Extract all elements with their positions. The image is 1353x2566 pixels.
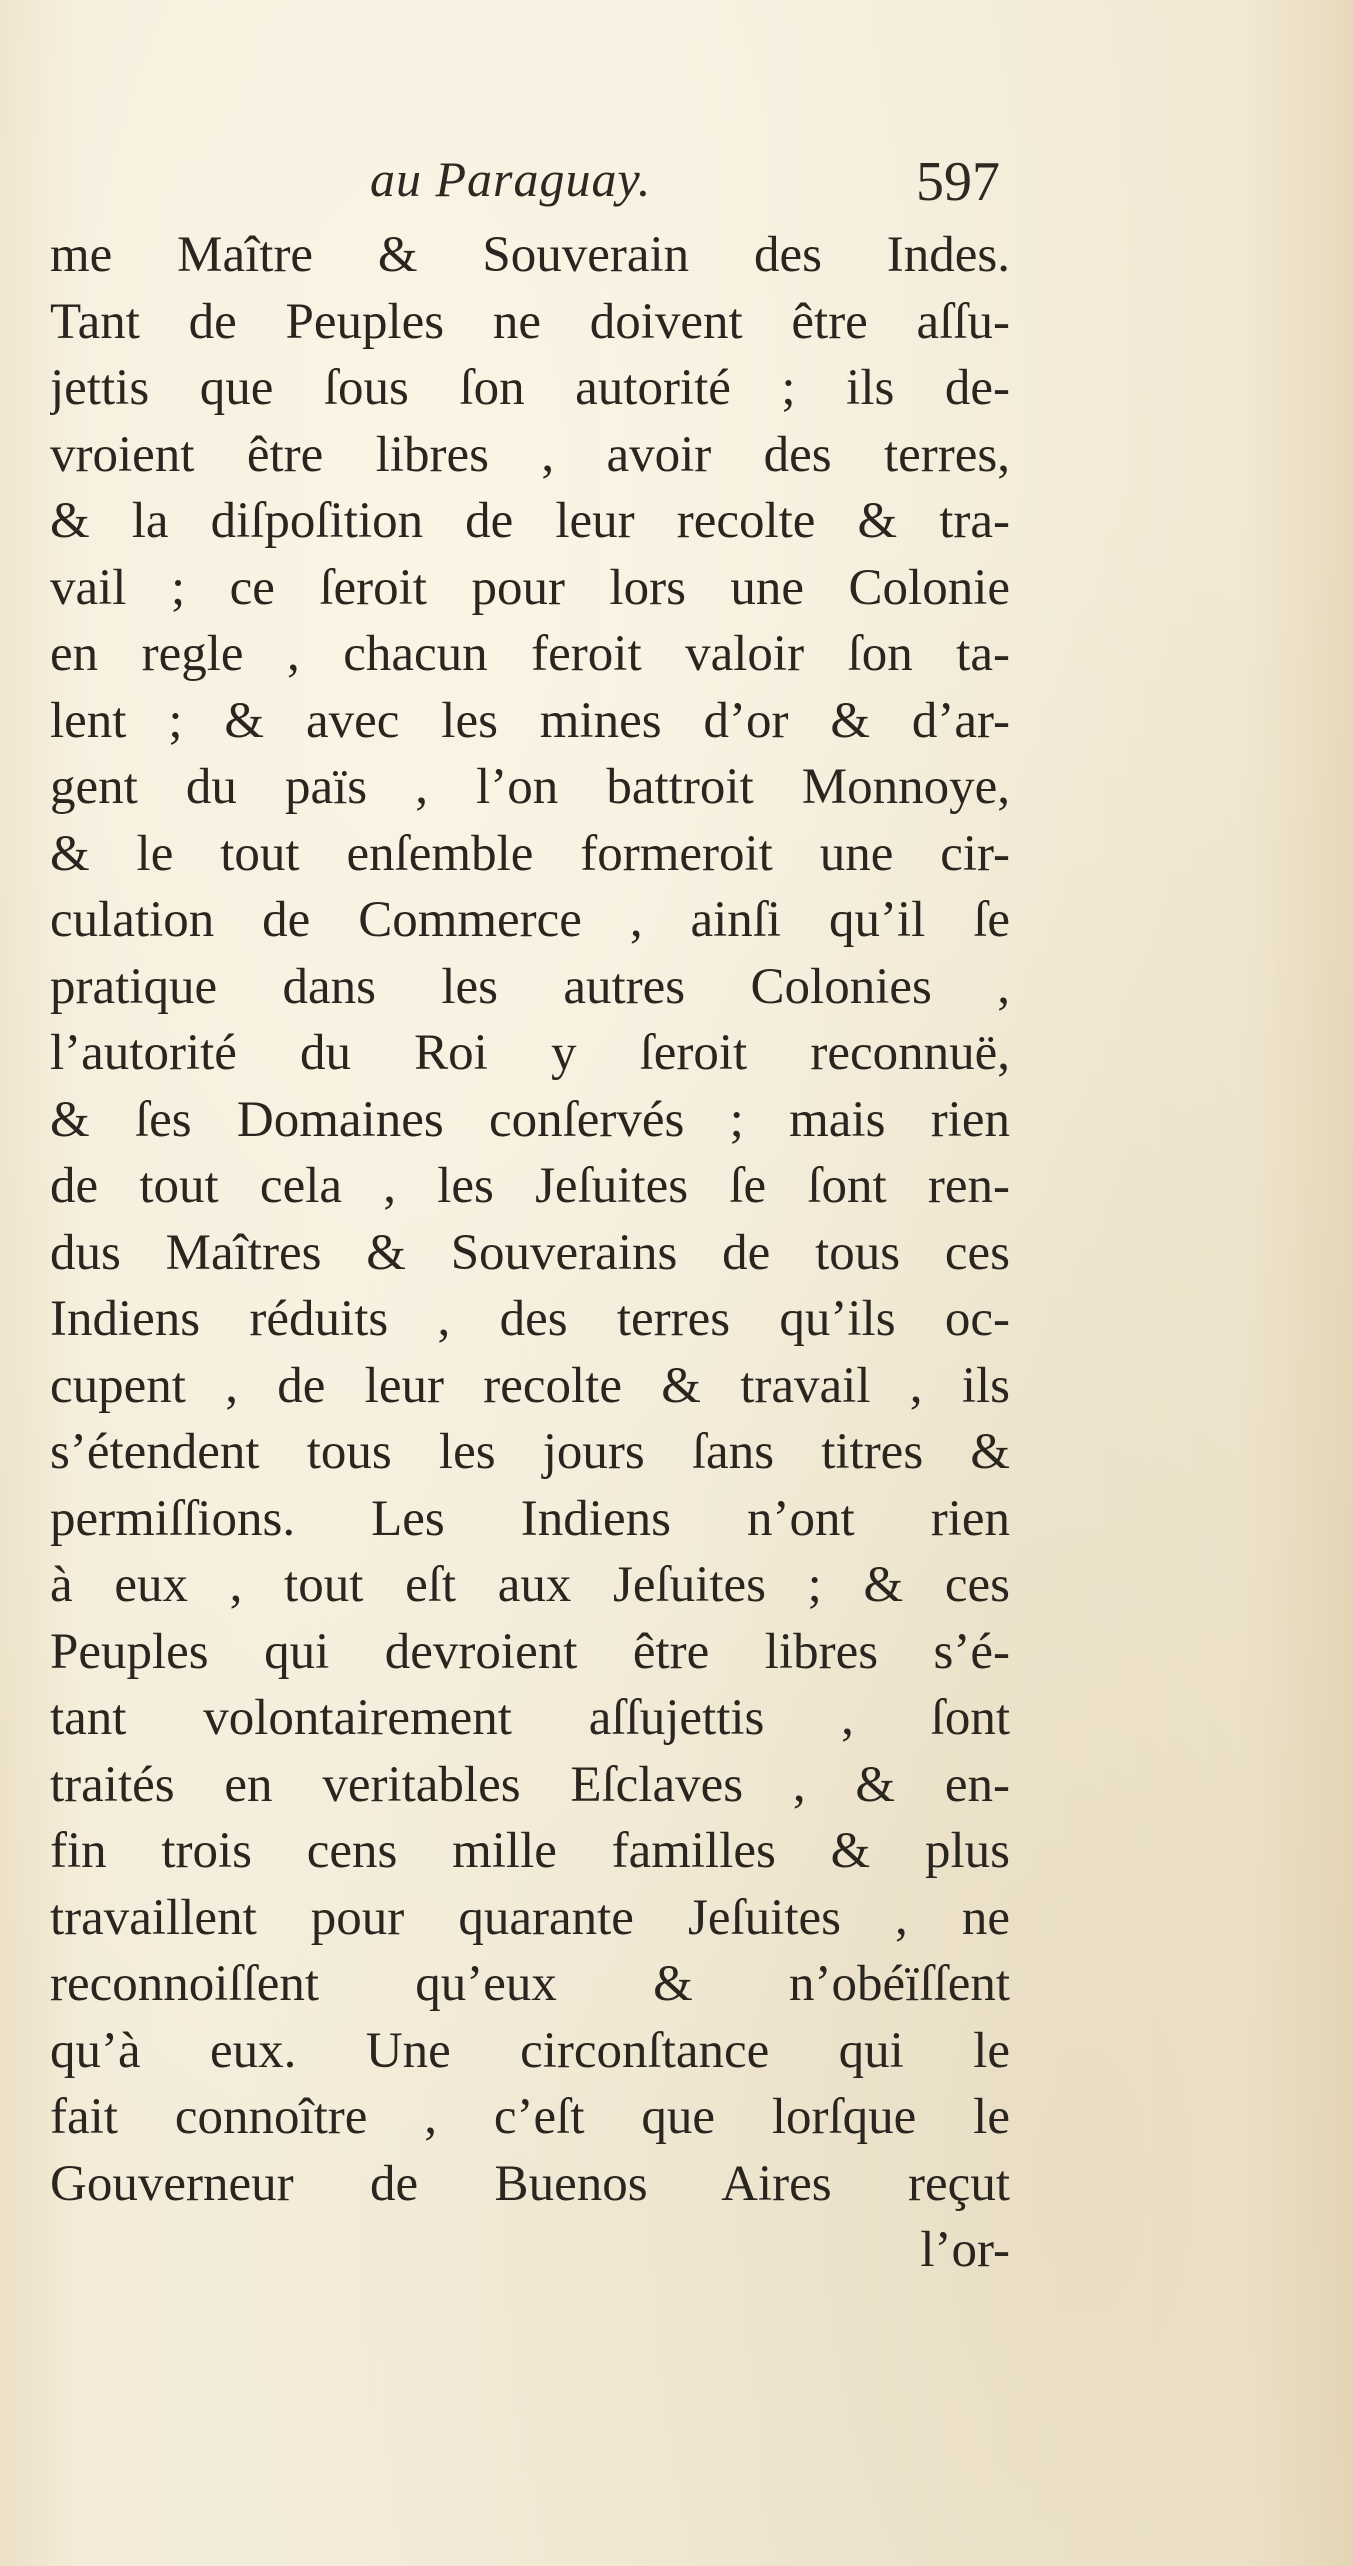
- text-line: pratique dans les autres Colonies ,: [50, 958, 1010, 1015]
- text-line: & la diſpoſition de leur recolte & tra-: [50, 493, 1010, 549]
- text-line: cupent , de leur recolte & travail , ils: [50, 1357, 1010, 1414]
- text-line: de tout cela , les Jeſuites ſe ſont ren-: [50, 1158, 1010, 1214]
- running-title: au Paraguay.: [370, 151, 652, 207]
- body-text: [50, 222, 1010, 2284]
- text-line: culation de Commerce , ainſi qu’il ſe: [50, 892, 1010, 948]
- text-line: l’autorité du Roi y ſeroit reconnuë,: [50, 1025, 1010, 1081]
- text-line: me Maître & Souverain des Indes.: [50, 227, 1010, 283]
- text-line: Peuples qui devroient être libres s’é-: [50, 1623, 1010, 1680]
- text-line: travaillent pour quarante Jeſuites , ne: [50, 1889, 1010, 1946]
- text-line: s’étendent tous les jours ſans titres &: [50, 1424, 1010, 1480]
- text-line: jettis que ſous ſon autorité ; ils de-: [50, 360, 1010, 416]
- text-line: & ſes Domaines conſervés ; mais rien: [50, 1091, 1010, 1148]
- text-line: Indiens réduits , des terres qu’ils oc-: [50, 1291, 1010, 1347]
- text-line: en regle , chacun feroit valoir ſon ta-: [50, 626, 1010, 682]
- text-line: tant volontairement aſſujettis , ſont: [50, 1690, 1010, 1746]
- text-line: Gouverneur de Buenos Aires reçut: [50, 2155, 1010, 2212]
- text-line: à eux , tout eſt aux Jeſuites ; & ces: [50, 1557, 1010, 1613]
- text-line: fait connoître , c’eſt que lorſque le: [50, 2089, 1010, 2145]
- page-number: 597: [916, 151, 1000, 213]
- text-line: fin trois cens mille familles & plus: [50, 1823, 1010, 1879]
- text-line: traités en veritables Eſclaves , & en-: [50, 1756, 1010, 1813]
- text-line: qu’à eux. Une circonſtance qui le: [50, 2022, 1010, 2079]
- catchword: l’or-: [920, 2222, 1010, 2278]
- text-line: vroient être libres , avoir des terres,: [50, 426, 1010, 483]
- text-line: reconnoiſſent qu’eux & n’obéïſſent: [50, 1956, 1010, 2012]
- text-line: & le tout enſemble formeroit une cir-: [50, 825, 1010, 882]
- text-line: Tant de Peuples ne doivent être aſſu-: [50, 293, 1010, 350]
- text-line: vail ; ce ſeroit pour lors une Colonie: [50, 559, 1010, 616]
- text-line: dus Maîtres & Souverains de tous ces: [50, 1224, 1010, 1281]
- text-line: gent du païs , l’on battroit Monnoye,: [50, 759, 1010, 815]
- running-head: [50, 150, 1000, 220]
- text-line: permiſſions. Les Indiens n’ont rien: [50, 1490, 1010, 1547]
- text-line: lent ; & avec les mines d’or & d’ar-: [50, 692, 1010, 749]
